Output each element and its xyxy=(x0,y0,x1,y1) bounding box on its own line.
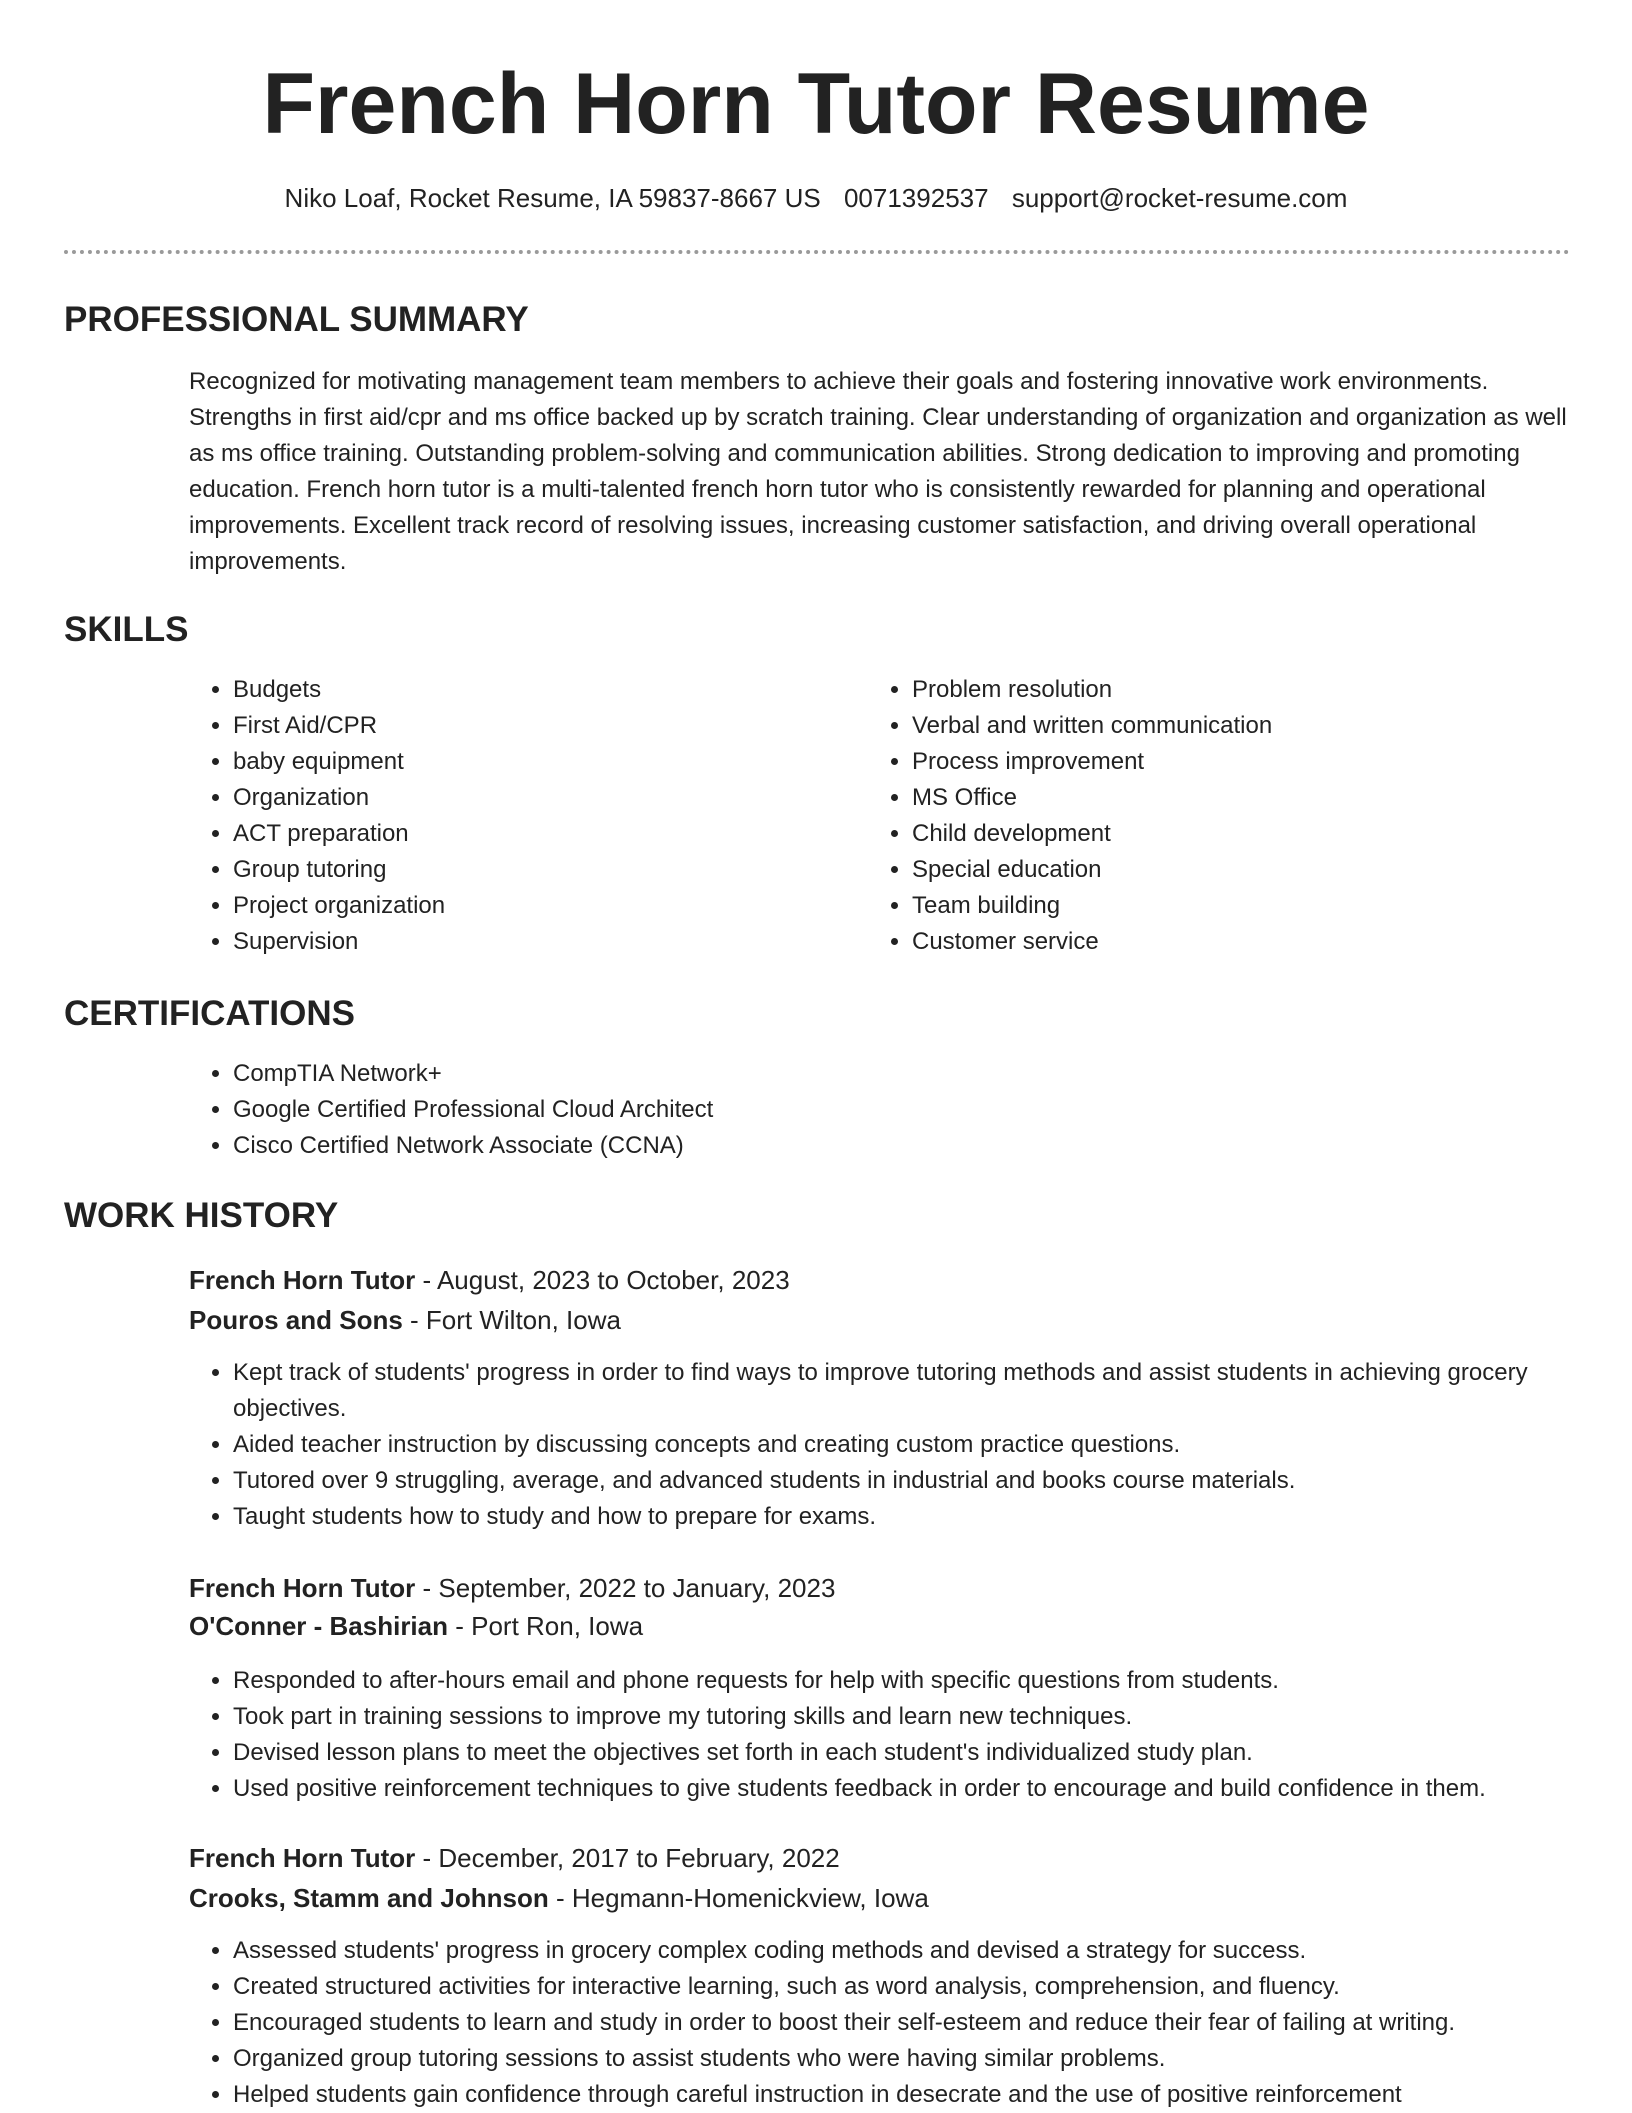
job-company: O'Conner - Bashirian xyxy=(189,1611,448,1641)
skill-item: • Team building xyxy=(912,888,1612,924)
skill-item: • Customer service xyxy=(912,924,1612,960)
skill-item: • Budgets xyxy=(233,672,853,708)
job-bullets xyxy=(189,1355,1613,1535)
job-company: Pouros and Sons xyxy=(189,1305,403,1335)
job-title: French Horn Tutor xyxy=(189,1843,416,1873)
skill-item: • baby equipment xyxy=(233,744,853,780)
certifications-list xyxy=(189,1056,1613,1164)
job-bullet: • Used positive reinforcement techniques to give students feedback in order to encourage and build confidence in them. xyxy=(233,1771,1613,1807)
skill-item: • ACT preparation xyxy=(233,816,853,852)
work-history-heading: WORK HISTORY xyxy=(64,1196,339,1235)
contact-phone: 0071392537 xyxy=(843,183,989,213)
skills-heading: SKILLS xyxy=(64,610,189,649)
job-title-line: French Horn Tutor - August, 2023 to October, 2023 xyxy=(189,1265,790,1295)
job-bullet: • Assessed students' progress in grocery complex coding methods and devised a strategy for success. xyxy=(233,1933,1613,1969)
job-bullet: • Devised lesson plans to meet the objectives set forth in each student's individualized study plan. xyxy=(233,1735,1613,1771)
skills-list-left xyxy=(189,672,853,960)
contact-line xyxy=(0,180,1632,216)
job-bullet: • Organized group tutoring sessions to assist students who were having similar problems. xyxy=(233,2041,1613,2077)
job-bullet: • Tutored over 9 struggling, average, and advanced students in industrial and books course materials. xyxy=(233,1463,1613,1499)
job-bullets xyxy=(189,1663,1613,1807)
job-dates: September, 2022 to January, 2023 xyxy=(438,1573,836,1603)
job-location: Port Ron, Iowa xyxy=(471,1611,644,1641)
job-dates: August, 2023 to October, 2023 xyxy=(436,1265,790,1295)
job-company-line: Pouros and Sons - Fort Wilton, Iowa xyxy=(189,1305,621,1335)
summary-heading: PROFESSIONAL SUMMARY xyxy=(64,300,529,339)
skill-item: • First Aid/CPR xyxy=(233,708,853,744)
job-bullet: • Responded to after-hours email and phone requests for help with specific questions from students. xyxy=(233,1663,1613,1699)
job-bullet: • Helped students gain confidence through careful instruction in desecrate and the use of positive reinforcement xyxy=(233,2077,1613,2113)
job-title: French Horn Tutor xyxy=(189,1573,416,1603)
job-company: Crooks, Stamm and Johnson xyxy=(189,1883,549,1913)
job-bullet: • Took part in training sessions to improve my tutoring skills and learn new techniques. xyxy=(233,1699,1613,1735)
job-title-line: French Horn Tutor - September, 2022 to January, 2023 xyxy=(189,1573,836,1603)
job-location: Fort Wilton, Iowa xyxy=(425,1305,621,1335)
skill-item: • Organization xyxy=(233,780,853,816)
skill-item: • Special education xyxy=(912,852,1612,888)
certification-item: • Google Certified Professional Cloud Architect xyxy=(233,1092,1613,1128)
skill-item: • Group tutoring xyxy=(233,852,853,888)
skill-item: • Problem resolution xyxy=(912,672,1612,708)
job-bullet: • Created structured activities for interactive learning, such as word analysis, comprehension, and fluency. xyxy=(233,1969,1613,2005)
job-company-line: Crooks, Stamm and Johnson - Hegmann-Homenickview, Iowa xyxy=(189,1883,929,1913)
job-bullet: • Taught students how to study and how to prepare for exams. xyxy=(233,1499,1613,1535)
skill-item: • Child development xyxy=(912,816,1612,852)
skill-item: • Supervision xyxy=(233,924,853,960)
job-company-line: O'Conner - Bashirian - Port Ron, Iowa xyxy=(189,1611,644,1641)
skills-list-right xyxy=(868,672,1612,960)
certifications-heading: CERTIFICATIONS xyxy=(64,994,356,1033)
job-bullets xyxy=(189,1933,1613,2113)
job-bullet: • Encouraged students to learn and study in order to boost their self-esteem and reduce their fear of failing at writing. xyxy=(233,2005,1613,2041)
skill-item: • Project organization xyxy=(233,888,853,924)
job-bullet: • Aided teacher instruction by discussing concepts and creating custom practice questions. xyxy=(233,1427,1613,1463)
skill-item: • Verbal and written communication xyxy=(912,708,1612,744)
job-title: French Horn Tutor xyxy=(189,1265,416,1295)
skill-item: • MS Office xyxy=(912,780,1612,816)
header-divider xyxy=(64,250,1570,254)
certification-item: • Cisco Certified Network Associate (CCNA) xyxy=(233,1128,1613,1164)
contact-email: support@rocket-resume.com xyxy=(1011,183,1348,213)
contact-address: Niko Loaf, Rocket Resume, IA 59837-8667 US xyxy=(284,183,821,213)
job-location: Hegmann-Homenickview, Iowa xyxy=(571,1883,929,1913)
summary-text: Recognized for motivating management team members to achieve their goals and fostering innovative work environments. Strengths in first aid/cpr and ms office backed up by scratch training. Clear understanding of organization and organization as well as ms office training. Outstanding problem-solving and communication abilities. Strong dedication to improving and promoting education. French horn tutor is a multi-talented french horn tutor who is consistently rewarded for planning and operational improvements. Excellent track record of resolving issues, increasing customer satisfaction, and driving overall operational improvements. xyxy=(189,368,1567,575)
job-title-line: French Horn Tutor - December, 2017 to February, 2022 xyxy=(189,1843,840,1873)
resume-title: French Horn Tutor Resume xyxy=(262,56,1370,152)
job-dates: December, 2017 to February, 2022 xyxy=(438,1843,840,1873)
certification-item: • CompTIA Network+ xyxy=(233,1056,1613,1092)
job-bullet: • Kept track of students' progress in order to find ways to improve tutoring methods and assist students in achieving grocery objectives. xyxy=(233,1355,1613,1427)
skill-item: • Process improvement xyxy=(912,744,1612,780)
